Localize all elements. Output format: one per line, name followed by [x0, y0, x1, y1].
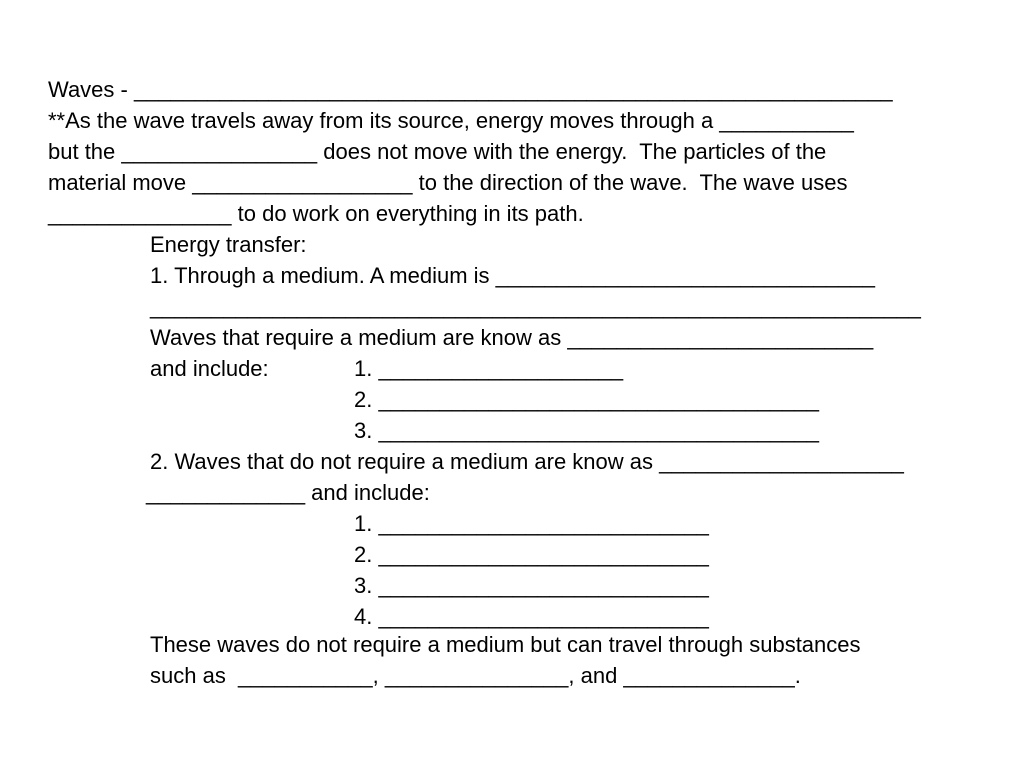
waves-definition-line: Waves - ______________________________________________________________ — [48, 77, 893, 102]
and-include-label: and include: — [150, 356, 269, 381]
energy-transfer-heading: Energy transfer: — [150, 232, 307, 257]
substances-line-1: These waves do not require a medium but can travel through substances — [150, 632, 861, 657]
no-medium-example-1: 1. ___________________________ — [354, 511, 709, 536]
medium-example-2: 2. ____________________________________ — [354, 387, 819, 412]
energy-statement-line-2: but the ________________ does not move with the energy. The particles of the — [48, 139, 827, 164]
substances-line-2: such as ___________, _______________, and ______________. — [150, 663, 801, 688]
medium-waves-line: Waves that require a medium are know as _________________________ — [150, 325, 874, 350]
no-medium-example-4: 4. ___________________________ — [354, 604, 709, 629]
no-medium-example-2: 2. ___________________________ — [354, 542, 709, 567]
no-medium-waves-line: 2. Waves that do not require a medium are know as ____________________ — [150, 449, 904, 474]
energy-statement-line-4: _______________ to do work on everything in its path. — [48, 201, 584, 226]
medium-definition-blank: _______________________________________________________________ — [150, 294, 921, 319]
medium-example-3: 3. ____________________________________ — [354, 418, 819, 443]
energy-statement-line-3: material move __________________ to the direction of the wave. The wave uses — [48, 170, 848, 195]
medium-definition-line: 1. Through a medium. A medium is _______________________________ — [150, 263, 875, 288]
energy-statement-line-1: **As the wave travels away from its source, energy moves through a ___________ — [48, 108, 854, 133]
medium-example-1: 1. ____________________ — [354, 356, 624, 381]
no-medium-example-3: 3. ___________________________ — [354, 573, 709, 598]
no-medium-include-line: _____________ and include: — [146, 480, 430, 505]
